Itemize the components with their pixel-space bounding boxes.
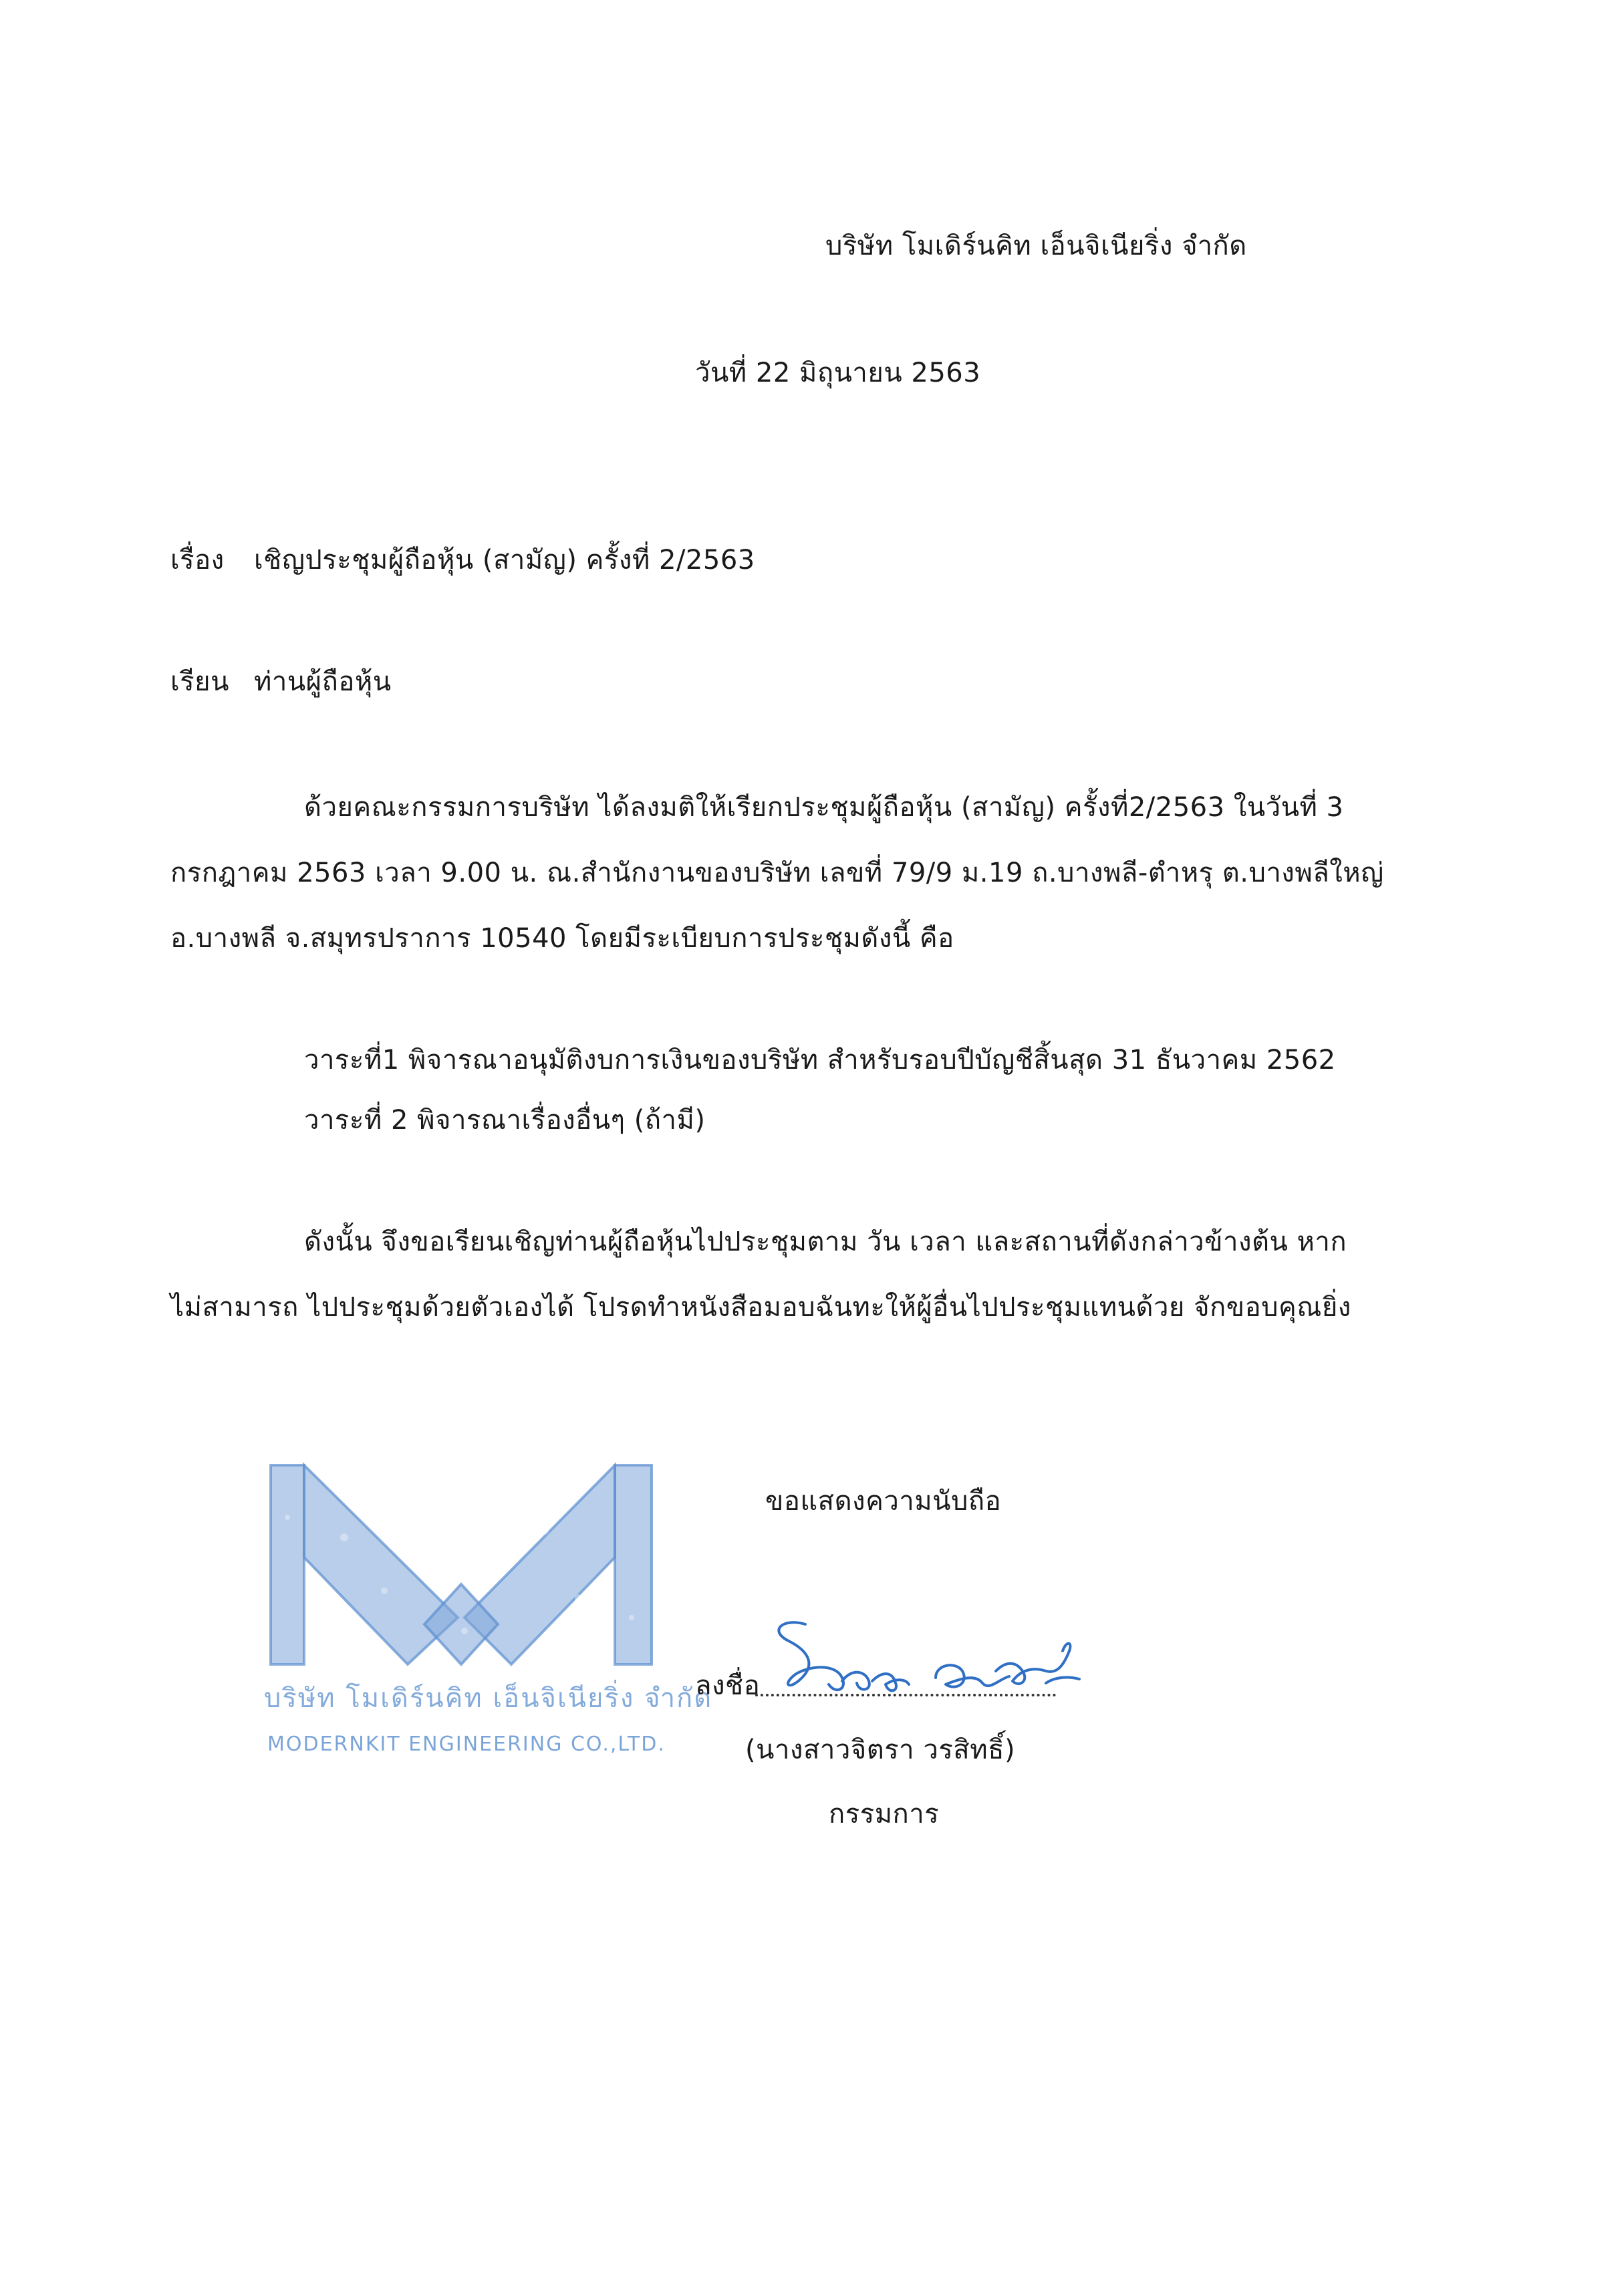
company-header: บริษัท โมเดิร์นคิท เอ็นจิเนียริ่ง จำกัด	[825, 231, 1247, 261]
agenda-item-2: วาระที่ 2 พิจารณาเรื่องอื่นๆ (ถ้ามี)	[304, 1105, 706, 1136]
paragraph-1-line-2: กรกฎาคม 2563 เวลา 9.00 น. ณ.สำนักงานของบริษัท เลขที่ 79/9 ม.19 ถ.บางพลี-ตำหรุ ต.บางพลีใหญ่	[170, 858, 1384, 888]
subject-text: เชิญประชุมผู้ถือหุ้น (สามัญ) ครั้งที่ 2/2563	[254, 545, 755, 576]
signer-title: กรรมการ	[829, 1799, 940, 1829]
sign-label: ลงชื่อ	[695, 1670, 761, 1701]
agenda-item-1: วาระที่1 พิจารณาอนุมัติงบการเงินของบริษัท สำหรับรอบปีบัญชีสิ้นสุด 31 ธันวาคม 2562	[304, 1045, 1336, 1075]
subject-label: เรื่อง	[170, 545, 225, 576]
paragraph-2-line-2: ไม่สามารถ ไปประชุมด้วยตัวเองได้ โปรดทำหนังสือมอบฉันทะให้ผู้อื่นไปประชุมแทนด้วย จักขอบคุณยิ่ง	[170, 1292, 1351, 1323]
salutation-line	[170, 668, 392, 695]
stamp-company-name-thai: บริษัท โมเดิร์นคิท เอ็นจิเนียริ่ง จำกัด	[264, 1683, 713, 1714]
salutation-label: เรียน	[170, 666, 229, 697]
subject-line	[170, 545, 755, 576]
paragraph-2-line-1: ดังนั้น จึงขอเรียนเชิญท่านผู้ถือหุ้นไปประชุมตาม วัน เวลา และสถานที่ดังกล่าวข้างต้น หาก	[304, 1227, 1347, 1257]
paragraph-1-line-1: ด้วยคณะกรรมการบริษัท ได้ลงมติให้เรียกประชุมผู้ถือหุ้น (สามัญ) ครั้งที่2/2563 ในวันที่ 3	[304, 792, 1344, 823]
paragraph-1-line-3: อ.บางพลี จ.สมุทรปราการ 10540 โดยมีระเบียบการประชุมดังนี้ คือ	[170, 923, 954, 954]
closing-phrase: ขอแสดงความนับถือ	[765, 1486, 1002, 1517]
stamp-company-name-english: MODERNKIT ENGINEERING CO.,LTD.	[267, 1733, 666, 1756]
signer-name: (นางสาวจิตรา วรสิทธิ์)	[745, 1735, 1016, 1765]
document-date: วันที่ 22 มิถุนายน 2563	[695, 358, 981, 388]
salutation-text: ท่านผู้ถือหุ้น	[254, 666, 392, 697]
signature-dotted-line	[755, 1694, 1056, 1696]
